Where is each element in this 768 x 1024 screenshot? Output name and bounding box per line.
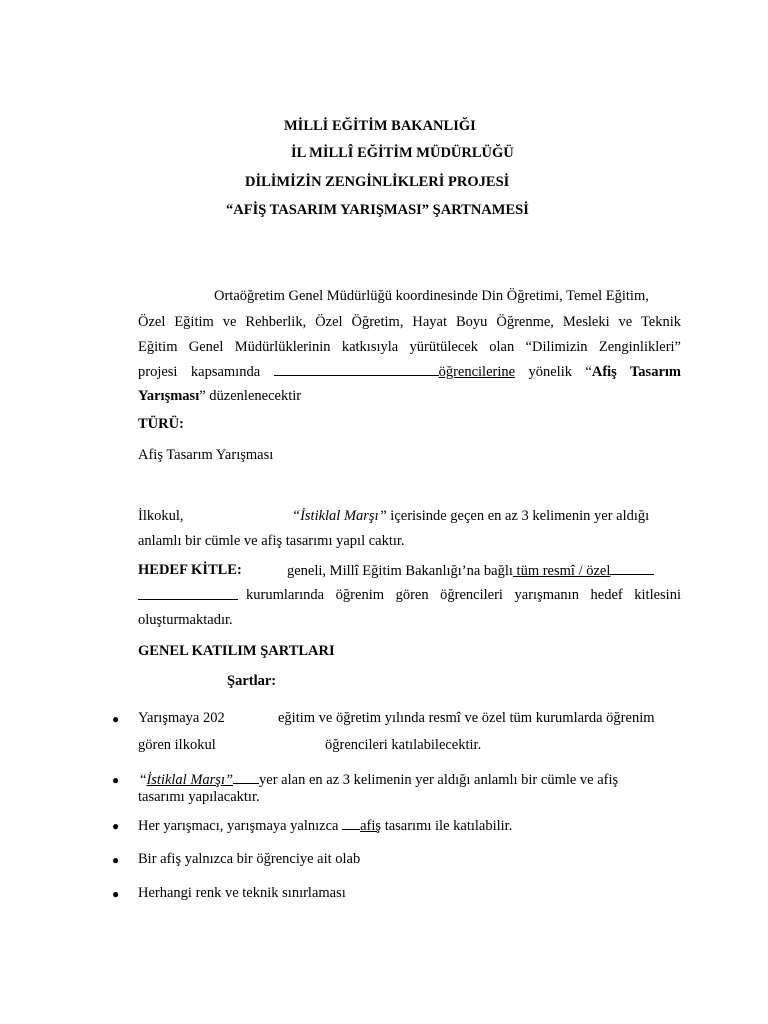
contest-name-end: Yarışması: [138, 388, 200, 404]
bullet-3-text: Her yarışmacı, yarışmaya yalnızca: [138, 818, 339, 834]
type-value: Afiş Tasarım Yarışması: [138, 447, 274, 463]
general-heading: GENEL KATILIM ŞARTLARI: [138, 643, 335, 659]
intro-end: ” düzenlenecektir: [199, 388, 302, 404]
bullet-2-text: yer alan en az 3 kelimenin yer aldığı anlamlı bir cümle ve afiş: [259, 772, 619, 788]
primary-line-1: [292, 508, 649, 525]
bullet-icon: ●: [112, 887, 120, 901]
blank: [233, 771, 259, 784]
conditions-heading: Şartlar:: [227, 673, 277, 689]
intro-line-1: Ortaöğretim Genel Müdürlüğü koordinesinde Din Öğretimi, Temel Eğitim,: [214, 288, 649, 304]
primary-line-2: anlamlı bir cümle ve afiş tasarımı yapıl caktır.: [138, 533, 405, 549]
blank: [342, 817, 360, 830]
intro-title: [585, 364, 681, 380]
bullet-icon: ●: [112, 773, 120, 787]
bullet-1-a: Yarışmaya 202: [138, 710, 225, 726]
intro-text: yönelik: [528, 364, 572, 380]
bullet-3: [138, 817, 512, 835]
header-project: DİLİMİZİN ZENGİNLİKLERİ PROJESİ: [245, 174, 510, 190]
intro-line-5: [138, 388, 301, 405]
target-label: HEDEF KİTLE:: [138, 562, 242, 578]
bullet-4: Bir afiş yalnızca bir öğrenciye ait olab: [138, 851, 361, 867]
intro-line-3: Eğitim Genel Müdürlüklerinin katkısıyla yürütülecek olan “Dilimizin Zenginlikleri”: [138, 339, 681, 355]
contest-name: Afiş Tasarım: [591, 364, 681, 380]
quote-open: “: [140, 772, 147, 788]
bullet-5: Herhangi renk ve teknik sınırlaması: [138, 885, 346, 901]
type-heading: TÜRÜ:: [138, 416, 184, 432]
target-line-2-text: kurumlarında öğrenim gören öğrencileri yarışmanın hedef kitlesini: [246, 587, 681, 603]
target-text: geneli, Millî Eğitim Bakanlığı’na bağlı: [287, 563, 513, 579]
intro-text: projesi kapsamında: [138, 364, 261, 380]
poster-word: afiş: [360, 818, 382, 834]
intro-blank: [274, 364, 516, 380]
intro-line-4: [138, 363, 681, 381]
bullet-icon: ●: [112, 819, 120, 833]
target-blank-2: [138, 587, 238, 600]
intro-students: öğrencilerine: [438, 364, 516, 380]
anthem-quote: İstiklal Marşı”: [146, 772, 234, 788]
primary-label: İlkokul,: [138, 508, 184, 524]
bullet-2-a: [140, 771, 618, 789]
header-ministry: MİLLİ EĞİTİM BAKANLIĞI: [284, 118, 476, 134]
bullet-1-c: gören ilkokul: [138, 737, 216, 753]
target-line-3: oluşturmaktadır.: [138, 612, 233, 628]
primary-text: içerisinde geçen en az 3 kelimenin yer aldığı: [390, 508, 650, 524]
bullet-1-d: öğrencileri katılabilecektir.: [325, 737, 482, 753]
header-directorate: İL MİLLÎ EĞİTİM MÜDÜRLÜĞÜ: [291, 145, 514, 161]
quote-open: “: [585, 364, 592, 380]
target-blank: [610, 562, 654, 575]
bullet-1-b: eğitim ve öğretim yılında resmî ve özel tüm kurumlarda öğrenim: [278, 710, 655, 726]
bullet-icon: ●: [112, 712, 120, 726]
anthem-quote: “İstiklal Marşı”: [292, 508, 387, 524]
target-schools: tüm resmî / özel: [512, 563, 611, 579]
bullet-3-end: tasarımı ile katılabilir.: [384, 818, 513, 834]
bullet-2-d: tasarımı yapılacaktır.: [138, 789, 260, 805]
bullet-icon: ●: [112, 853, 120, 867]
target-line-2: [138, 587, 238, 605]
target-line-1: [287, 562, 654, 580]
header-title: “AFİŞ TASARIM YARIŞMASI” ŞARTNAMESİ: [226, 202, 529, 218]
intro-line-2: Özel Eğitim ve Rehberlik, Özel Öğretim, Hayat Boyu Öğrenme, Mesleki ve Teknik: [138, 314, 681, 330]
